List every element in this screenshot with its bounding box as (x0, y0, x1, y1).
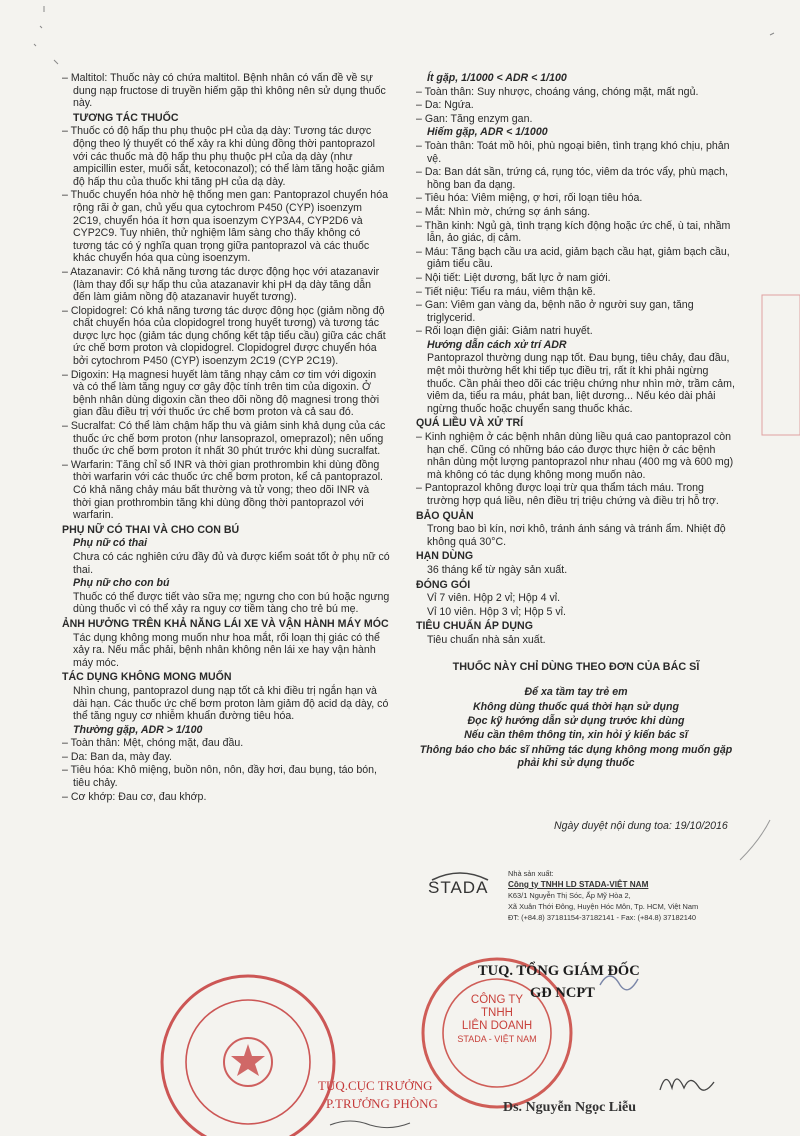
list-item: – Tiêu hóa: Khô miệng, buồn nôn, nôn, đầy hơi, đau bụng, táo bón, tiêu chảy. (62, 764, 377, 790)
para-adr: Nhìn chung, pantoprazol dung nạp tốt cả khi điều trị ngắn hạn và dài hạn. Các thuốc ức chế bơm proton làm giảm độ acid dạ dày, có thể tăng nguy cơ nhiễm khuẩn đường tiêu hóa. (73, 684, 389, 723)
list-item: – Tiêu hóa: Viêm miệng, ợ hơi, rối loạn tiêu hóa. (416, 192, 643, 205)
approval-date: Ngày duyệt nội dung toa: 19/10/2016 (554, 820, 728, 832)
boxed-warning-line: Thông báo cho bác sĩ những tác dụng không mong muốn gặp phải khi sử dụng thuốc (419, 743, 733, 770)
para-adr-guide: Pantoprazol thường dung nạp tốt. Đau bụng, tiêu chảy, đau đầu, mệt mỏi thường hết khi tiếp tục điều trị, rất ít khi phải ngừng thuốc. Cần phải theo dõi các triệu chứng như nhìn mờ, trầm cảm, viêm da, tiểu ra máu, phát ban, liệt dương... Nếu kéo dài phải ngừng thuốc hoặc chuyển sang thuốc khác. (427, 352, 735, 415)
para-storage: Trong bao bì kín, nơi khô, tránh ánh sáng và tránh ẩm. Nhiệt độ không quá 30°C. (427, 523, 726, 548)
director-title: TUQ. TỔNG GIÁM ĐỐC (478, 963, 640, 979)
subheading-rare: Hiếm gặp, ADR < 1/1000 (427, 126, 548, 139)
gov-stamp-icon (162, 976, 334, 1136)
signer-name: Ds. Nguyễn Ngọc Liễu (503, 1100, 637, 1115)
heading-adr: TÁC DỤNG KHÔNG MONG MUỐN (62, 671, 232, 684)
list-item: – Mắt: Nhìn mờ, chứng sợ ánh sáng. (416, 205, 591, 218)
list-item: – Gan: Viêm gan vàng da, bệnh não ở người suy gan, tăng triglycerid. (416, 299, 694, 324)
prescription-warning: THUỐC NÀY CHỈ DÙNG THEO ĐƠN CỦA BÁC SĨ (452, 660, 700, 673)
boxed-warning-line: Không dùng thuốc quá thời hạn sử dụng (473, 700, 679, 713)
para-warfarin: – Warfarin: Tăng chỉ số INR và thời gian prothrombin khi dùng đồng thời warfarin với các thuốc ức chế bơm proton, kể cả pantoprazol. Có khả năng chảy máu bất thường và tử vong; theo dõi INR và thời gian prothrombin tăng khi dùng đồng thời pantoprazol với warfarin. (62, 458, 383, 522)
para-clopidogrel: – Clopidogrel: Có khả năng tương tác dược động học (giảm nồng độ chất chuyển hóa của clopidogrel trong huyết tương) và tương tác dược lực học (giảm tác dụng chống kết tập tiểu cầu) giữa các chất ức chế bơm proton và clopidogrel. Clopidogrel được chuyển hóa bởi cytochrom P450 (CYP) isoenzym 2C19 (CYP 2C19). (62, 304, 386, 368)
director-subtitle: GĐ NCPT (530, 985, 595, 1001)
para-expiry: 36 tháng kể từ ngày sản xuất. (427, 563, 568, 576)
list-item: – Máu: Tăng bạch cầu ưa acid, giảm bạch cầu hạt, giảm bạch cầu, giảm tiểu cầu. (416, 245, 730, 271)
subheading-uncommon: Ít gặp, 1/1000 < ADR < 1/100 (427, 72, 567, 84)
list-item: – Toàn thân: Suy nhược, choáng váng, chóng mặt, mất ngủ. (416, 85, 699, 98)
para-overdose-2: – Pantoprazol không được loại trừ qua thẩm tách máu. Trong trường hợp quá liều, nên điều trị triệu chứng và điều trị hỗ trợ. (416, 482, 719, 507)
list-item: – Nội tiết: Liệt dương, bất lực ở nam giới. (416, 271, 611, 284)
signature-mark (330, 1121, 410, 1128)
list-item: – Tiết niệu: Tiểu ra máu, viêm thận kẽ. (416, 285, 596, 298)
list-item: – Da: Ban da, mày đay. (62, 750, 172, 763)
manufacturer-contact: ĐT: (+84.8) 37181154-37182141 - Fax: (+84.8) 37182140 (508, 913, 697, 922)
heading-storage: BẢO QUẢN (416, 509, 474, 522)
heading-expiry: HẠN DÙNG (416, 550, 474, 563)
stamp-line: STADA - VIỆT NAM (457, 1034, 537, 1044)
dept-title-2: P.TRƯỞNG PHÒNG (326, 1096, 438, 1111)
stamp-line: LIÊN DOANH (461, 1020, 533, 1032)
list-item: – Da: Ngứa. (416, 99, 474, 112)
subheading-adr-guide: Hướng dẫn cách xử trí ADR (427, 338, 567, 351)
dept-title-1: TUQ.CỤC TRƯỞNG (318, 1078, 433, 1093)
para-pack-2: Vỉ 10 viên. Hộp 3 vỉ; Hộp 5 vỉ. (427, 605, 566, 618)
boxed-warning-line: Nếu cần thêm thông tin, xin hỏi ý kiến bác sĩ (464, 729, 688, 742)
list-item: – Toàn thân: Toát mồ hôi, phù ngoại biên, tình trạng khó chịu, phản vệ. (416, 139, 730, 165)
list-item: – Thần kinh: Ngủ gà, tình trạng kích động hoặc ức chế, ù tai, nhầm lẫn, ảo giác, dị cảm. (416, 219, 731, 245)
manufacturer-label: Nhà sản xuất: (508, 869, 554, 878)
para-ph: – Thuốc có độ hấp thu phụ thuộc pH của dạ dày: Tương tác dược động theo lý thuyết có thể xảy ra khi dùng đồng thời pantoprazol với các thuốc mà độ hấp thu phụ thuộc pH của dạ dày (như ampicillin ester, muối sắt, ketoconazol); có thể làm tăng hoặc giảm độ hấp thu của thuốc khi tăng pH của dạ dày. (62, 125, 385, 188)
stamp-line: CÔNG TY (470, 994, 524, 1006)
subheading-pregnant: Phụ nữ có thai (73, 537, 148, 550)
manufacturer-address-1: K63/1 Nguyễn Thị Sóc, Ấp Mỹ Hòa 2, (508, 891, 631, 900)
para-standard: Tiêu chuẩn nhà sản xuất. (427, 633, 546, 646)
list-item: – Cơ khớp: Đau cơ, đau khớp. (62, 790, 207, 803)
list-item: – Toàn thân: Mệt, chóng mặt, đau đầu. (62, 737, 244, 750)
boxed-warning-line: Để xa tầm tay trẻ em (524, 686, 628, 699)
list-item: – Rối loạn điện giải: Giảm natri huyết. (416, 325, 593, 338)
manufacturer-address-2: Xã Xuân Thới Đông, Huyện Hóc Môn, Tp. HCM, Việt Nam (508, 902, 699, 911)
heading-pregnancy: PHỤ NỮ CÓ THAI VÀ CHO CON BÚ (62, 523, 240, 536)
heading-packaging: ĐÓNG GÓI (416, 578, 471, 591)
heading-overdose: QUÁ LIỀU VÀ XỬ TRÍ (416, 417, 524, 430)
stamp-line: TNHH (481, 1007, 513, 1019)
para-overdose-1: – Kinh nghiệm ở các bệnh nhân dùng liều quá cao pantoprazol còn hạn chế. Cũng có những báo cáo được thực hiện ở các bệnh nhân dùng một lượng pantoprazol như nhau (400 mg và 600 mg) mà không có tác dụng không mong muốn nào. (416, 431, 734, 481)
manufacturer-name: Công ty TNHH LD STADA-VIỆT NAM (508, 880, 649, 889)
heading-interactions: TƯƠNG TÁC THUỐC (73, 111, 179, 124)
stada-logo: STADA (428, 878, 489, 897)
para-driving: Tác dụng không mong muốn như hoa mắt, rối loạn thị giác có thể xảy ra. Nếu mắc phải, bệnh nhân không nên lái xe hay vận hành máy móc. (73, 631, 380, 669)
list-item: – Gan: Tăng enzym gan. (416, 112, 533, 125)
heading-standard: TIÊU CHUẨN ÁP DỤNG (416, 620, 533, 633)
heading-driving: ẢNH HƯỞNG TRÊN KHẢ NĂNG LÁI XE VÀ VẬN HÀNH MÁY MÓC (62, 617, 389, 630)
para-lactation: Thuốc có thể được tiết vào sữa mẹ; ngưng cho con bú hoặc ngưng dùng thuốc vì có thể xảy ra nguy cơ tiềm tàng cho trẻ bú mẹ. (73, 590, 390, 616)
boxed-warning-line: Đọc kỹ hướng dẫn sử dụng trước khi dùng (467, 714, 685, 727)
para-digoxin: – Digoxin: Hạ magnesi huyết làm tăng nhạy cảm cơ tim với digoxin và có thể làm tăng nguy cơ gây độc tính trên tim của digoxin. Ở bệnh nhân dùng digoxin cần theo dõi nồng độ magnesi trong thời gian đầu điều trị với thuốc ức chế bơm proton và cả sau đó. (62, 368, 380, 419)
para-pregnant: Chưa có các nghiên cứu đầy đủ và được kiểm soát tốt ở phụ nữ có thai. (73, 550, 390, 576)
para-pack-1: Vỉ 7 viên. Hộp 2 vỉ; Hộp 4 vỉ. (427, 592, 561, 605)
para-maltitol: – Maltitol: Thuốc này có chứa maltitol. Bệnh nhân có vấn đề về sự dung nạp fructose di truyền hiếm gặp thì không nên sử dụng thuốc này. (62, 72, 386, 110)
list-item: – Da: Ban dát sần, trứng cá, rụng tóc, viêm da tróc vẩy, phù mạch, hồng ban đa dạng. (416, 166, 728, 191)
para-liver: – Thuốc chuyển hóa nhờ hệ thống men gan: Pantoprazol chuyển hóa rộng rãi ở gan, chủ yếu qua cytochrom P450 (CYP) isoenzym 2C19, chuyển hóa ít hơn qua isoenzym CYP3A4, CYP2D6 và CYP2C9. Tuy nhiên, thử nghiệm lâm sàng cho thấy không có tương tác có ý nghĩa quan trọng giữa pantoprazol và các thuốc khác chuyển hóa qua cùng isoenzym. (62, 189, 388, 265)
subheading-lactation: Phụ nữ cho con bú (73, 577, 170, 590)
subheading-common: Thường gặp, ADR > 1/100 (73, 723, 203, 736)
para-atazanavir: – Atazanavir: Có khả năng tương tác dược động học với atazanavir (làm thay đổi sự hấp thu của atazanavir khi pH dạ dày tăng dẫn đến làm giảm nồng độ atazanavir huyết tương). (62, 265, 380, 304)
para-sucralfat: – Sucralfat: Có thể làm chậm hấp thu và giảm sinh khả dụng của các thuốc ức chế bơm proton (như lansoprazol, omeprazol); nên uống thuốc ức chế bơm proton ít nhất 30 phút trước khi dùng sucralfat. (62, 420, 386, 458)
signature-mark (660, 1079, 714, 1090)
